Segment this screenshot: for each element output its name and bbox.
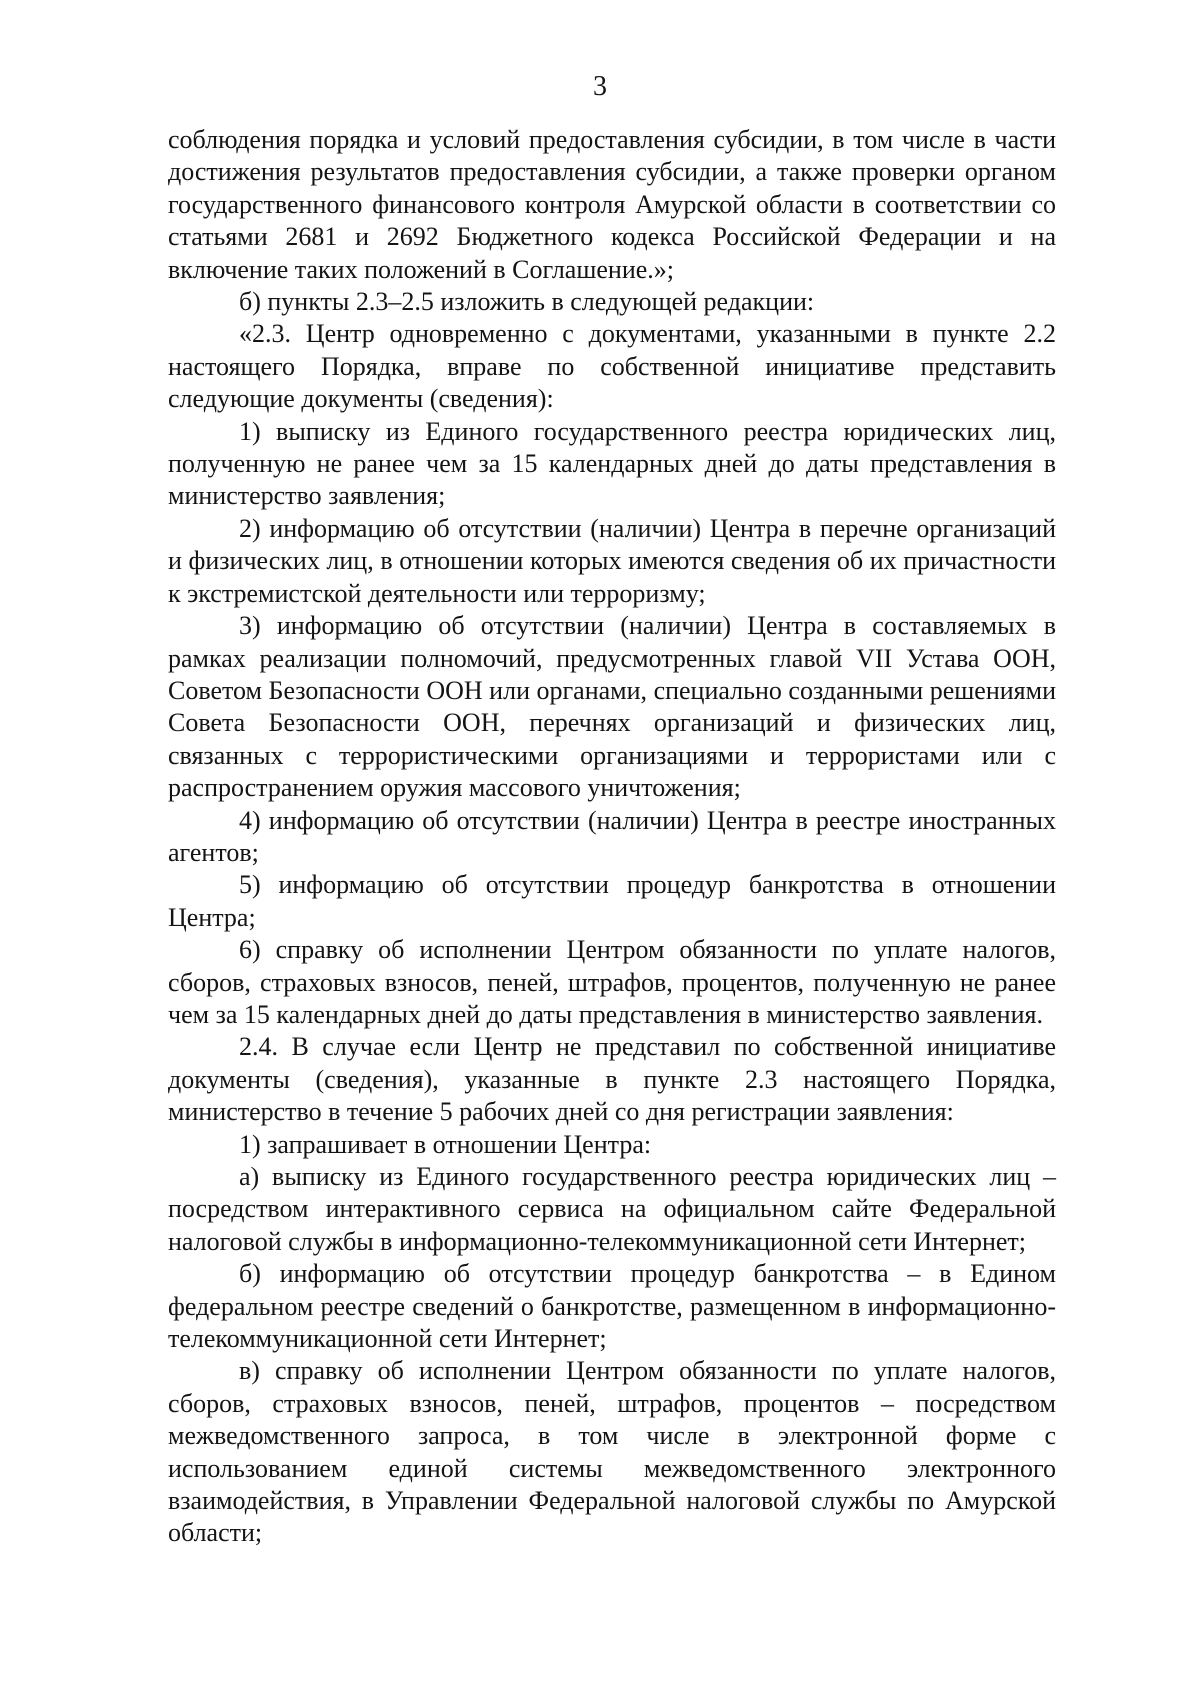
list-item-2-4-1: 1) запрашивает в отношении Центра:: [239, 1129, 652, 1159]
list-item-2-3-2: 2) информацию об отсутствии (наличии) Центра в перечне организаций и физических лиц, в отношении которых имеются сведения об их причастности к экстремистской деятельности или терроризму;: [168, 513, 1056, 608]
list-item-2-3-1: 1) выписку из Единого государственного реестра юридических лиц, полученную не ранее чем за 15 календарных дней до даты представления в министерство заявления;: [168, 416, 1056, 511]
paragraph-subitem-b: б) пункты 2.3–2.5 изложить в следующей редакции:: [239, 287, 815, 317]
paragraph-clause-2-4: 2.4. В случае если Центр не представил по собственной инициативе документы (сведения), указанные в пункте 2.3 настоящего Порядка, министерство в течение 5 рабочих дней со дня регистрации заявления:: [168, 1032, 1056, 1127]
page-number: 3: [593, 71, 607, 102]
list-item-2-3-6: 6) справку об исполнении Центром обязанности по уплате налогов, сборов, страховых взносов, пеней, штрафов, процентов, полученную не ранее чем за 15 календарных дней до даты представления в министерство заявления.: [168, 935, 1056, 1029]
list-item-2-4-1-b: б) информацию об отсутствии процедур банкротства – в Едином федеральном реестре сведений о банкротстве, размещенном в информационно-телекоммуникационной сети Интернет;: [168, 1259, 1056, 1354]
paragraph-clause-2-3: «2.3. Центр одновременно с документами, указанными в пункте 2.2 настоящего Порядка, вправе по собственной инициативе представить следующие документы (сведения):: [168, 319, 1056, 414]
list-item-2-3-3: 3) информацию об отсутствии (наличии) Центра в составляемых в рамках реализации полномочий, предусмотренных главой VII Устава ООН, Советом Безопасности ООН или органами, специально созданными решениями Совета Безопасности ООН, перечнях организаций и физических лиц, связанных с террористическими организациями и террористами или с распространением оружия массового уничтожения;: [168, 611, 1056, 803]
list-item-2-3-4: 4) информацию об отсутствии (наличии) Центра в реестре иностранных агентов;: [168, 805, 1056, 867]
paragraph-continuation: соблюдения порядка и условий предоставления субсидии, в том числе в части достижения результатов предоставления субсидии, а также проверки органом государственного финансового контроля Амурской области в соответствии со статьями 2681 и 2692 Бюджетного кодекса Российской Федерации и на включение таких положений в Соглашение.»;: [168, 125, 1056, 284]
list-item-2-4-1-c: в) справку об исполнении Центром обязанности по уплате налогов, сборов, страховых взносов, пеней, штрафов, процентов – посредством межведомственного запроса, в том числе в электронной форме с использованием единой системы межведомственного электронного взаимодействия, в Управлении Федеральной налоговой службы по Амурской области;: [168, 1356, 1056, 1548]
document-body: [168, 124, 1056, 1550]
list-item-2-3-5: 5) информацию об отсутствии процедур банкротства в отношении Центра;: [168, 870, 1056, 932]
list-item-2-4-1-a: а) выписку из Единого государственного реестра юридических лиц – посредством интерактивного сервиса на официальном сайте Федеральной налоговой службы в информационно-телекоммуникационной сети Интернет;: [168, 1162, 1056, 1256]
